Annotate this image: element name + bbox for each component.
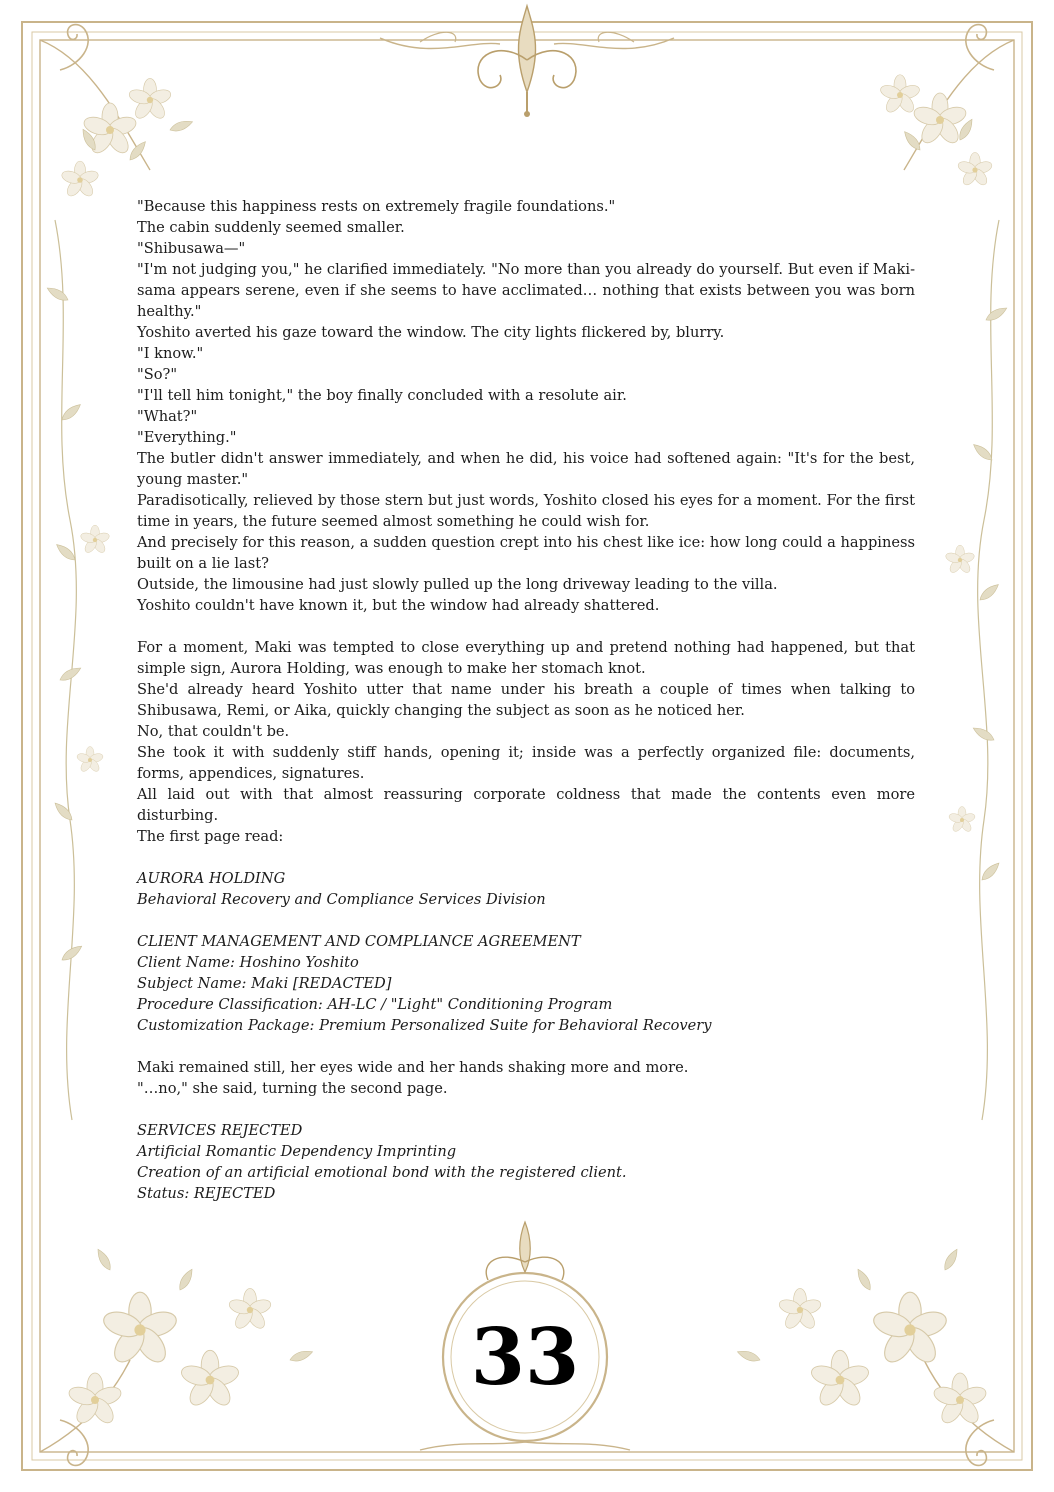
body-paragraph: "I know." xyxy=(137,345,204,362)
blank-line xyxy=(137,847,915,868)
rejected-heading: SERVICES REJECTED xyxy=(137,1122,303,1139)
bottom-left-flowers xyxy=(67,1247,314,1426)
page-body xyxy=(137,196,915,1204)
blank-line xyxy=(137,616,915,637)
body-paragraph: "Everything." xyxy=(137,429,237,446)
rejected-service: Artificial Romantic Dependency Imprinting xyxy=(137,1143,457,1160)
body-paragraph: She took it with suddenly stiff hands, opening it; inside was a perfectly organized file: documents, forms, appendices, signatures. xyxy=(137,744,915,782)
body-paragraph: Outside, the limousine had just slowly pulled up the long driveway leading to the villa. xyxy=(137,576,778,593)
body-paragraph: "So?" xyxy=(137,366,178,383)
blank-line xyxy=(137,1036,915,1057)
bottom-right-flowers xyxy=(736,1247,988,1426)
body-paragraph: She'd already heard Yoshito utter that name under his breath a couple of times when talking to Shibusawa, Remi, or Aika, quickly changing the subject as soon as he noticed her. xyxy=(137,681,915,719)
top-left-flowers xyxy=(60,78,194,198)
body-paragraph: "What?" xyxy=(137,408,198,425)
body-paragraph: "Because this happiness rests on extremely fragile foundations." xyxy=(137,198,616,215)
body-paragraph: And precisely for this reason, a sudden question crept into his chest like ice: how long could a happiness built on a lie last? xyxy=(137,534,915,572)
subject-name: Subject Name: Maki [REDACTED] xyxy=(137,975,392,992)
body-paragraph: "I'm not judging you," he clarified immediately. "No more than you already do yourself. But even if Maki-sama appears serene, even if she seems to have acclimated… nothing that exists between you was born healthy." xyxy=(137,261,915,320)
blank-line xyxy=(137,1099,915,1120)
body-paragraph: The cabin suddenly seemed smaller. xyxy=(137,219,405,236)
rejected-description: Creation of an artificial emotional bond with the registered client. xyxy=(137,1164,627,1181)
top-right-flowers xyxy=(879,75,993,188)
body-paragraph: The first page read: xyxy=(137,828,284,845)
body-paragraph: "I'll tell him tonight," the boy finally concluded with a resolute air. xyxy=(137,387,627,404)
agreement-title: CLIENT MANAGEMENT AND COMPLIANCE AGREEMENT xyxy=(137,933,581,950)
body-paragraph: For a moment, Maki was tempted to close everything up and pretend nothing had happened, but that simple sign, Aurora Holding, was enough to make her stomach knot. xyxy=(137,639,915,677)
customization-package: Customization Package: Premium Personalized Suite for Behavioral Recovery xyxy=(137,1017,712,1034)
rejected-status: Status: REJECTED xyxy=(137,1185,276,1202)
body-paragraph: Maki remained still, her eyes wide and her hands shaking more and more. xyxy=(137,1059,689,1076)
body-paragraph: Yoshito averted his gaze toward the window. The city lights flickered by, blurry. xyxy=(137,324,725,341)
document-division: Behavioral Recovery and Compliance Services Division xyxy=(137,891,546,908)
left-vine xyxy=(45,220,110,1120)
body-paragraph: Paradisotically, relieved by those stern but just words, Yoshito closed his eyes for a moment. For the first time in years, the future seemed almost something he could wish for. xyxy=(137,492,915,530)
body-paragraph: Yoshito couldn't have known it, but the window had already shattered. xyxy=(137,597,660,614)
blank-line xyxy=(137,910,915,931)
client-name: Client Name: Hoshino Yoshito xyxy=(137,954,359,971)
body-paragraph: No, that couldn't be. xyxy=(137,723,290,740)
procedure-classification: Procedure Classification: AH-LC / "Light" Conditioning Program xyxy=(137,996,613,1013)
body-paragraph: All laid out with that almost reassuring corporate coldness that made the contents even more disturbing. xyxy=(137,786,915,824)
body-paragraph: "Shibusawa—" xyxy=(137,240,246,257)
page-number: 33 xyxy=(470,1312,580,1403)
right-vine xyxy=(945,220,1009,1120)
body-paragraph: The butler didn't answer immediately, and when he did, his voice had softened again: "It's for the best, young master." xyxy=(137,450,915,488)
body-paragraph: "…no," she said, turning the second page. xyxy=(137,1080,448,1097)
document-company: AURORA HOLDING xyxy=(137,870,286,887)
